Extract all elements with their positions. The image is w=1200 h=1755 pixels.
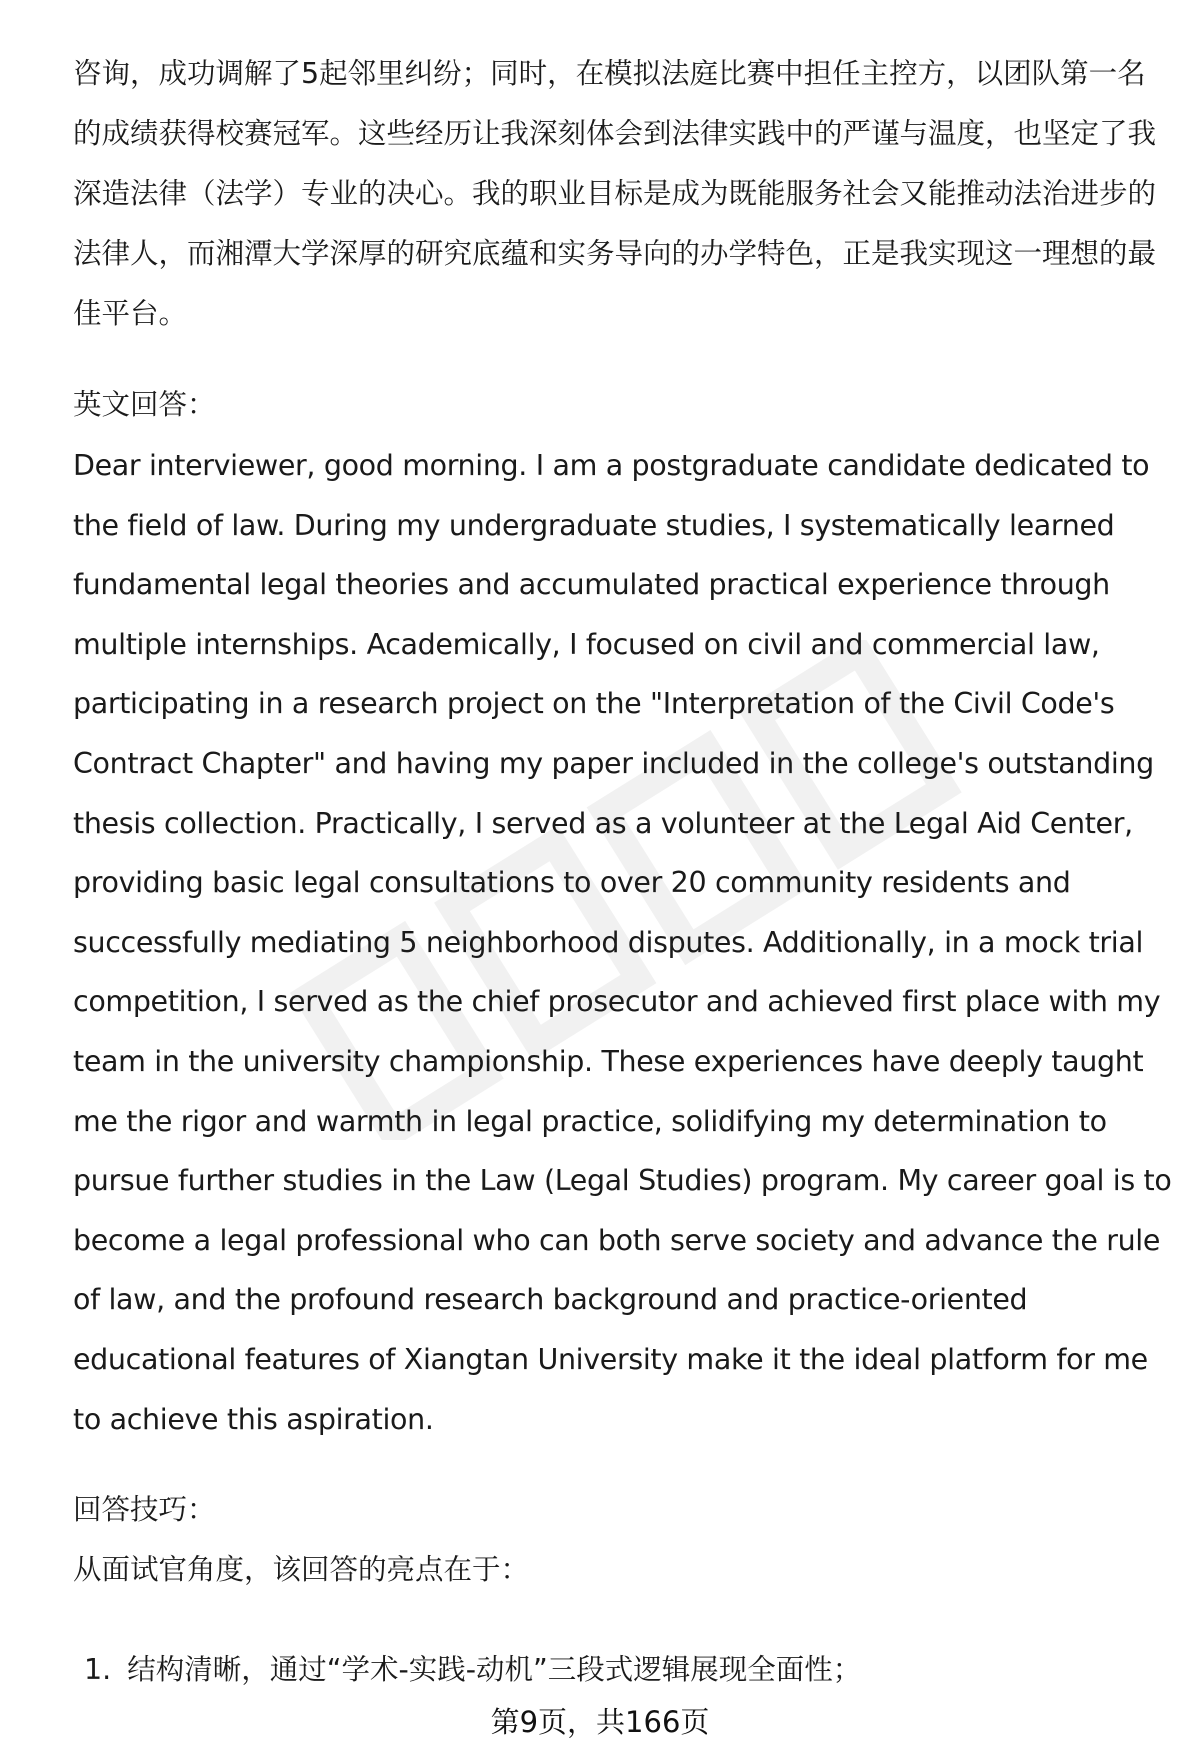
list-item-text: 结构清晰，通过“学术-实践-动机”三段式逻辑展现全面性； bbox=[127, 1653, 862, 1686]
intro-paragraph: 咨询，成功调解了5起邻里纠纷；同时，在模拟法庭比赛中担任主控方，以团队第一名的成绩获得校赛冠军。这些经历让我深刻体会到法律实践中的严谨与温度，也坚定了我深造法律（法学）专业的决心。我的职业目标是成为既能服务社会又能推动法治进步的法律人，而湘潭大学深厚的研究底蕴和实务导向的办学特色，正是我实现这一理想的最佳平台。 bbox=[73, 57, 1157, 330]
english-answer-paragraph: Dear interviewer, good morning. I am a postgraduate candidate dedicated to the field of law. During my undergraduate studies, I systematically learned fundamental legal theories and accumulated practical experience through multiple internships. Academically, I focused on civil and commercial law, participating in a research project on the "Interpretation of the Civil Code's Contract Chapter" and having my paper included in the college's outstanding thesis collection. Practically, I served as a volunteer at the Legal Aid Center, providing basic legal consultations to over 20 community residents and successfully mediating 5 neighborhood disputes. Additionally, in a mock trial competition, I served as the chief prosecutor and achieved first place with my team in the university championship. These experiences have deeply taught me the rigor and warmth in legal practice, solidifying my determination to pursue further studies in the Law (Legal Studies) program. My career goal is to become a legal professional who can both serve society and advance the rule of law, and the profound research background and practice-oriented educational features of Xiangtan University make it the ideal platform for me to achieve this aspiration. bbox=[73, 449, 1172, 1436]
list-item-number: 1. bbox=[84, 1653, 112, 1686]
tips-heading: 回答技巧： bbox=[73, 1493, 216, 1526]
tips-intro: 从面试官角度，该回答的亮点在于： bbox=[73, 1553, 530, 1586]
english-answer-heading: 英文回答： bbox=[73, 388, 216, 421]
page-footer: 第9页，共166页 bbox=[490, 1705, 710, 1739]
list-item bbox=[84, 1650, 861, 1690]
